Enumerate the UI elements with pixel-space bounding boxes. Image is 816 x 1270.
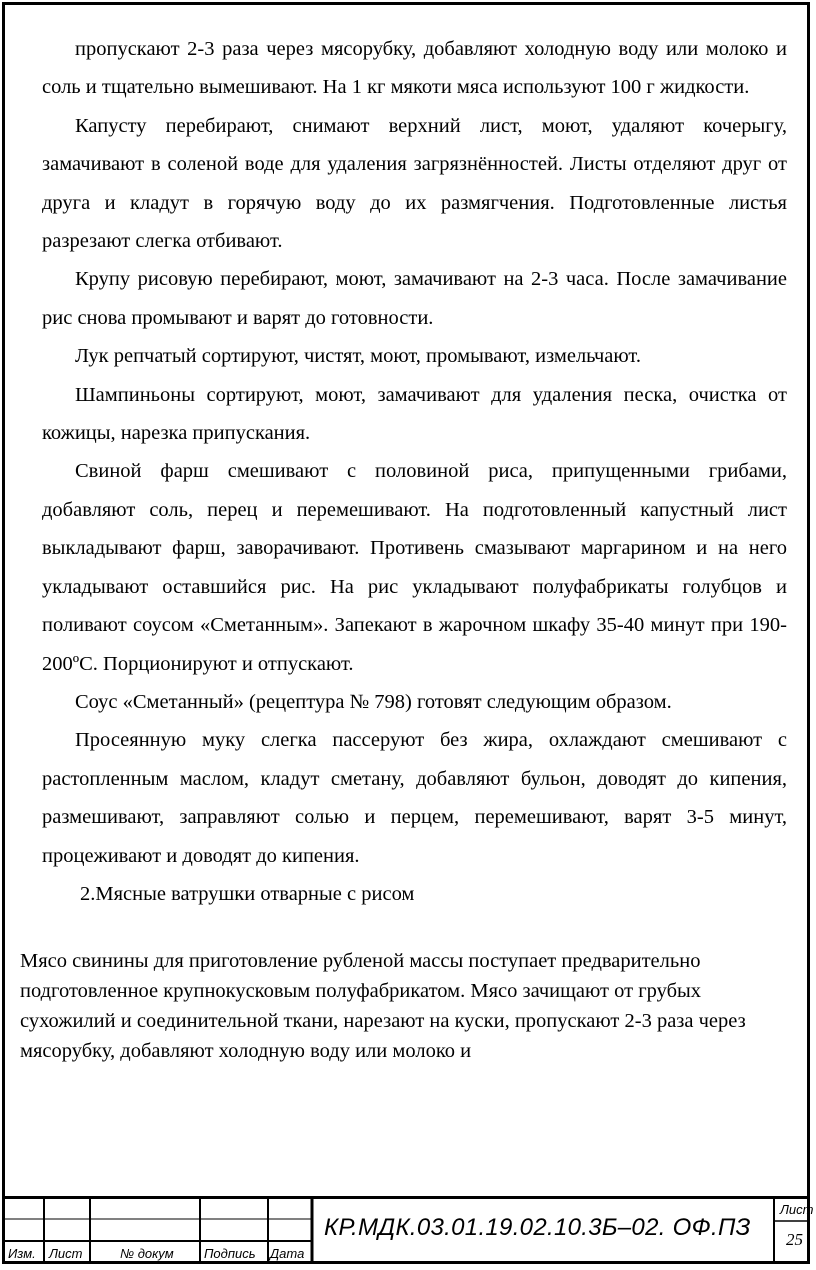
paragraph-8: Просеянную муку слегка пассеруют без жира, охлаждают смешивают с растопленным маслом, кладут сметану, добавляют бульон, доводят до кипения, размешивают, заправляют солью и перцем, перемешивают, варят 3-5 минут, процеживают и доводят до кипения. bbox=[42, 729, 787, 867]
column-date: Дата bbox=[270, 1246, 305, 1261]
paragraph-6: Свиной фарш смешивают с половиной риса, припущенными грибами, добавляют соль, перец и перемешивают. На подготовленный капустный лист выкладывают фарш, заворачивают. Противень смазывают маргарином и на него укладывают оставшийся рис. На рис укладывают полуфабрикаты голубцов и поливают соусом «Сметанным». Запекают в жарочном шкафу 35-40 минут при 190-200ºС. Порционируют и отпускают. bbox=[42, 460, 787, 675]
section-heading: 2.Мясные ватрушки отварные с рисом bbox=[80, 882, 415, 905]
column-list: Лист bbox=[49, 1246, 83, 1261]
paragraph-3: Крупу рисовую перебирают, моют, замачивают на 2-3 часа. После замачивание рис снова промывают и варят до готовности. bbox=[42, 268, 787, 329]
title-block-stamp bbox=[2, 1196, 814, 1264]
column-izm: Изм. bbox=[8, 1246, 36, 1261]
column-signature: Подпись bbox=[204, 1246, 256, 1261]
paragraph-2: Капусту перебирают, снимают верхний лист, моют, удаляют кочерыгу, замачивают в соленой воде для удаления загрязнённостей. Листы отделяют друг от друга и кладут в горячую воду до их размягчения. Подготовленные листья разрезают слегка отбивают. bbox=[42, 114, 787, 253]
document-body bbox=[42, 30, 787, 913]
paragraph-1: пропускают 2-3 раза через мясорубку, добавляют холодную воду или молоко и соль и тщательно вымешивают. На 1 кг мякоти мяса используют 100 г жидкости. bbox=[42, 38, 787, 99]
paragraph-5: Шампиньоны сортируют, моют, замачивают для удаления песка, очистка от кожицы, нарезка припускания. bbox=[42, 383, 787, 445]
sheet-label: Лист bbox=[780, 1202, 814, 1217]
paragraph-4: Лук репчатый сортируют, чистят, моют, промывают, измельчают. bbox=[75, 345, 641, 368]
document-code: КР.МДК.03.01.19.02.10.3Б–02. ОФ.ПЗ bbox=[324, 1214, 751, 1241]
paragraph-7: Соус «Сметанный» (рецептура № 798) готовят следующим образом. bbox=[75, 690, 672, 713]
sheet-number: 25 bbox=[786, 1230, 803, 1249]
column-doc-number: № докум bbox=[120, 1246, 174, 1261]
plain-paragraph: Мясо свинины для приготовление рубленой массы поступает предварительно подготовленное крупнокусковым полуфабрикатом. Мясо зачищают от грубых сухожилий и соединительной ткани, нарезают на куски, пропускают 2-3 раза через мясорубку, добавляют холодную воду или молоко и bbox=[20, 950, 746, 1062]
